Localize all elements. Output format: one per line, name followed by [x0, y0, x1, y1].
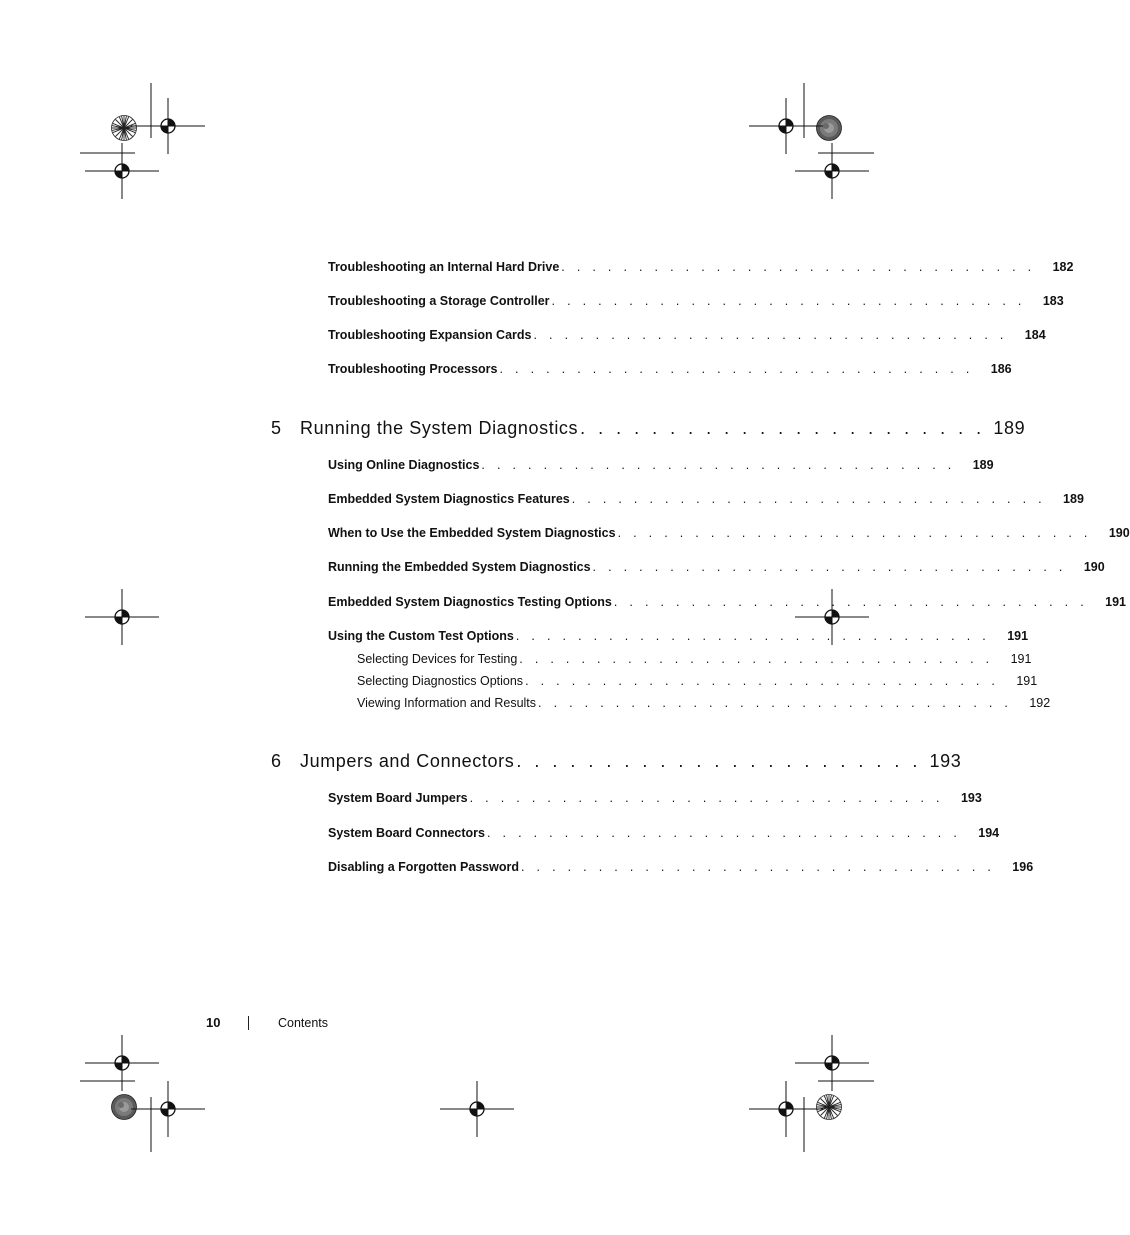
toc-entry-title: Using Online Diagnostics: [328, 458, 480, 472]
toc-entry-title: When to Use the Embedded System Diagnostics: [328, 526, 616, 540]
toc-entry-title: Using the Custom Test Options: [328, 629, 514, 643]
toc-entry-hard-drive[interactable]: [328, 260, 1074, 274]
toc-entry-board-jumpers[interactable]: [328, 791, 982, 805]
dot-leader: . . . . . . . . . . . . . . . . . . . . . . . . . . . . . . .: [525, 674, 1000, 688]
toc-entry-page: 189: [972, 458, 994, 472]
toc-entry-title: Selecting Diagnostics Options: [357, 674, 524, 688]
dot-leader: . . . . . . . . . . . . . . . . . . . . . . . . . . . . . . .: [481, 458, 956, 472]
toc-entry-board-connectors[interactable]: [328, 826, 1000, 840]
chapter-number: 6: [271, 751, 282, 771]
toc-entry-title: Embedded System Diagnostics Testing Options: [328, 595, 612, 609]
toc-entry-when-to-use[interactable]: [328, 526, 1130, 540]
toc-entry-title: Disabling a Forgotten Password: [328, 860, 519, 874]
toc-entry-expansion-cards[interactable]: [328, 328, 1046, 342]
footer-section-label: Contents: [278, 1016, 329, 1030]
toc-entry-testing-options[interactable]: [328, 595, 1127, 609]
toc-entry-title: Running the Embedded System Diagnostics: [328, 560, 591, 574]
toc-entry-page: 191: [1007, 629, 1029, 643]
toc-entry-custom-test[interactable]: [328, 629, 1029, 643]
toc-chapter-6[interactable]: [271, 751, 962, 772]
toc-subentry-selecting-devices[interactable]: [357, 652, 1032, 666]
toc-entry-title: Embedded System Diagnostics Features: [328, 492, 570, 506]
footer-page-number: 10: [206, 1015, 221, 1030]
dot-leader: . . . . . . . . . . . . . . . . . . . . . . . . . . . . . . .: [515, 629, 991, 643]
footer-divider: [248, 1016, 249, 1030]
dot-leader: . . . . . . . . . . . . . . . . . . . . . . . . . . . . . . .: [551, 294, 1026, 308]
dot-leader: . . . . . . . . . . . . . . . . . . . . . . . . . . . . . . .: [613, 595, 1089, 609]
dot-leader: . . . . . . . . . . . . . . . . . . . . . . . . . . . . . . .: [617, 526, 1092, 540]
dot-leader: . . . . . . . . . . . . . . . . . . . . . . . . . . . . . . .: [561, 260, 1036, 274]
toc-entry-page: 183: [1042, 294, 1064, 308]
toc-chapter-5[interactable]: [271, 418, 1026, 439]
toc-entry-running-esd[interactable]: [328, 560, 1105, 574]
toc-entry-page: 190: [1108, 526, 1130, 540]
toc-entry-storage-controller[interactable]: [328, 294, 1064, 308]
toc-entry-page: 193: [960, 791, 982, 805]
dot-leader: . . . . . . . . . . . . . . . . . . . . . . . . . . . . . . .: [469, 791, 944, 805]
toc-entry-page: 186: [990, 362, 1012, 376]
toc-entry-title: Troubleshooting Expansion Cards: [328, 328, 532, 342]
chapter-title: Jumpers and Connectors: [300, 751, 515, 771]
dot-leader: . . . . . . . . . . . . . . . . . . . . . . . . . . . . . . .: [592, 560, 1067, 574]
dot-leader: . . . . . . . . . . . . . . . . . . . . . . .: [516, 751, 922, 771]
toc-entry-page: 189: [1063, 492, 1084, 506]
dot-leader: . . . . . . . . . . . . . . . . . . . . . . . . . . . . . . .: [538, 696, 1013, 710]
toc-entry-title: Troubleshooting an Internal Hard Drive: [328, 260, 560, 274]
dot-leader: . . . . . . . . . . . . . . . . . . . . . . .: [580, 418, 986, 438]
chapter-page: 189: [993, 418, 1026, 438]
toc-entry-processors[interactable]: [328, 362, 1012, 376]
dot-leader: . . . . . . . . . . . . . . . . . . . . . . . . . . . . . . .: [521, 860, 996, 874]
dot-leader: . . . . . . . . . . . . . . . . . . . . . . . . . . . . . . .: [499, 362, 974, 376]
toc-entry-page: 196: [1012, 860, 1034, 874]
toc-entry-page: 182: [1052, 260, 1074, 274]
toc-entry-title: Troubleshooting Processors: [328, 362, 498, 376]
chapter-number: 5: [271, 418, 282, 438]
toc-entry-page: 191: [1105, 595, 1127, 609]
toc-entry-forgotten-password[interactable]: [328, 860, 1034, 874]
toc-entry-title: System Board Connectors: [328, 826, 485, 840]
chapter-title: Running the System Diagnostics: [300, 418, 579, 438]
toc-entry-title: Troubleshooting a Storage Controller: [328, 294, 550, 308]
chapter-page: 193: [929, 751, 962, 771]
toc-entry-page: 191: [1016, 674, 1038, 688]
toc-subentry-viewing-results[interactable]: [357, 696, 1051, 710]
toc-subentry-selecting-options[interactable]: [357, 674, 1038, 688]
dot-leader: . . . . . . . . . . . . . . . . . . . . . . . . . . . . . . .: [571, 492, 1046, 506]
toc-entry-page: 184: [1024, 328, 1046, 342]
toc-entry-title: System Board Jumpers: [328, 791, 468, 805]
toc-entry-page: 192: [1029, 696, 1051, 710]
toc-entry-title: Selecting Devices for Testing: [357, 652, 518, 666]
dot-leader: . . . . . . . . . . . . . . . . . . . . . . . . . . . . . . .: [486, 826, 962, 840]
toc-entry-esd-features[interactable]: [328, 492, 1084, 506]
toc-entry-page: 190: [1083, 560, 1105, 574]
toc-entry-online-diagnostics[interactable]: [328, 458, 994, 472]
dot-leader: . . . . . . . . . . . . . . . . . . . . . . . . . . . . . . .: [519, 652, 994, 666]
toc-entry-title: Viewing Information and Results: [357, 696, 537, 710]
toc-entry-page: 194: [978, 826, 1000, 840]
toc-entry-page: 191: [1010, 652, 1032, 666]
dot-leader: . . . . . . . . . . . . . . . . . . . . . . . . . . . . . . .: [533, 328, 1008, 342]
